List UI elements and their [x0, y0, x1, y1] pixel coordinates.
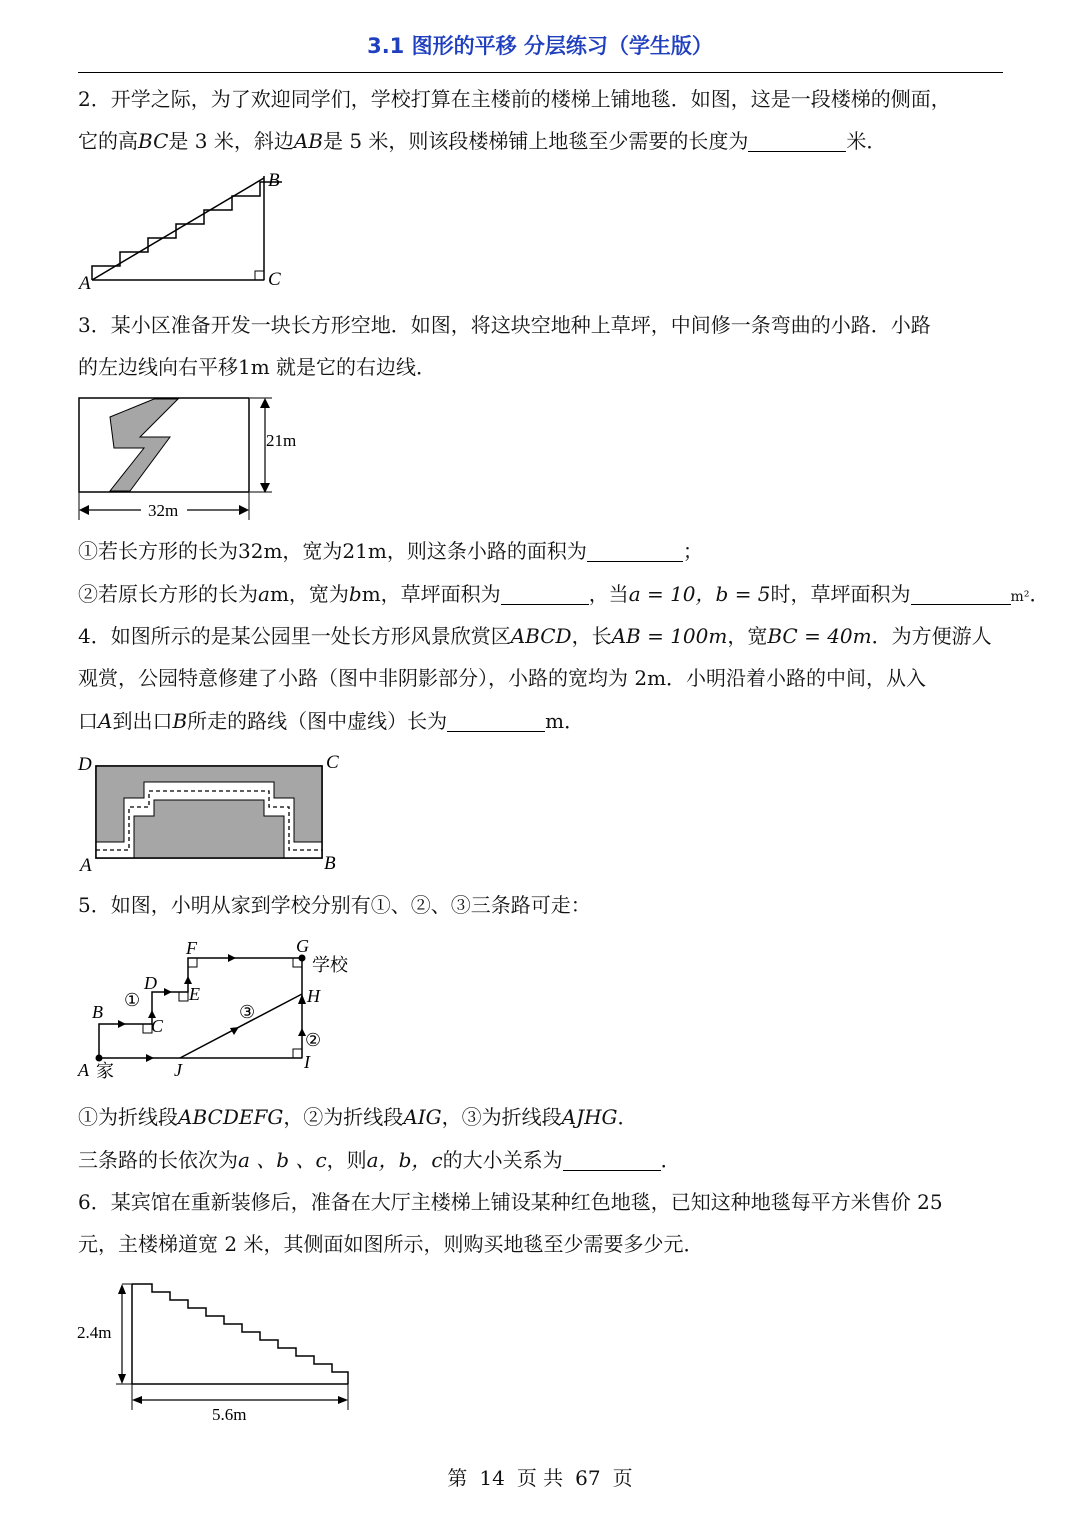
q4-line2: 观赏，公园特意修建了小路（图中非阴影部分），小路的宽均为 2m．小明沿着小路的中间，从入 [78, 666, 927, 690]
q6-line1: 6．某宾馆在重新装修后，准备在大厅主楼梯上铺设某种红色地毯，已知这种地毯每平方米售价 25 [78, 1190, 943, 1214]
q2-line1: 2．开学之际，为了欢迎同学们，学校打算在主楼前的楼梯上铺地毯．如图，这是一段楼梯的侧面， [78, 87, 951, 111]
q2-line2: 它的高BC是 3 米，斜边AB是 5 米，则该段楼梯铺上地毯至少需要的长度为 米． [78, 129, 887, 153]
page-header-title: 3.1 图形的平移 分层练习（学生版） [367, 34, 713, 58]
label-b: B [324, 853, 336, 874]
q4-line1: 4．如图所示的是某公园里一处长方形风景欣赏区ABCD，长AB = 100m，宽BC = 40m．为方便游人 [78, 624, 992, 648]
answer-blank [501, 582, 589, 605]
q3-lawn-figure [74, 392, 297, 527]
label-height: 2.4m [77, 1323, 112, 1342]
q6-staircase-figure [74, 1274, 364, 1434]
label-c: C [326, 752, 339, 773]
q4-park-figure [74, 750, 354, 878]
label-g: G [296, 936, 309, 956]
q3-line1: 3．某小区准备开发一块长方形空地．如图，将这块空地种上草坪，中间修一条弯曲的小路．小路 [78, 313, 931, 337]
label-school: 学校 [312, 955, 348, 975]
answer-blank [911, 582, 1011, 605]
label-width: 5.6m [212, 1405, 247, 1424]
answer-blank [563, 1148, 661, 1171]
q5-line2: ①为折线段ABCDEFG，②为折线段AIG，③为折线段AJHG． [78, 1105, 638, 1129]
q3-sub1: ①若长方形的长为32m，宽为21m，则这条小路的面积为 ； [78, 539, 703, 563]
label-c: C [151, 1016, 164, 1036]
label-i: I [304, 1052, 310, 1072]
page-footer: 第 14 页 共 67 页 [447, 1466, 633, 1490]
label-height: 21m [266, 431, 297, 450]
label-d: D [78, 754, 92, 775]
page-total: 67 [575, 1466, 601, 1490]
q2-staircase-figure [74, 168, 294, 294]
label-home: 家 [96, 1061, 114, 1081]
q5-line3: 三条路的长依次为a 、b 、c，则a，b，c的大小关系为 ． [78, 1148, 681, 1172]
label-b: B [268, 170, 280, 191]
page-number: 14 [479, 1466, 505, 1490]
answer-blank [748, 129, 846, 152]
q3-line2: 的左边线向右平移1m 就是它的右边线． [78, 355, 437, 379]
q6-line2: 元，主楼梯道宽 2 米，其侧面如图所示，则购买地毯至少需要多少元． [78, 1232, 704, 1256]
q5-route-figure [74, 934, 374, 1084]
label-route-2: ② [305, 1030, 322, 1050]
label-c: C [268, 269, 281, 290]
label-a: A [79, 273, 91, 294]
label-j: J [174, 1060, 182, 1080]
q5-line1: 5．如图，小明从家到学校分别有①、②、③三条路可走： [78, 893, 591, 917]
answer-blank [587, 539, 683, 562]
answer-blank [447, 709, 545, 732]
label-a: A [80, 855, 92, 876]
label-f: F [186, 938, 197, 958]
label-d: D [144, 973, 157, 993]
label-width: 32m [148, 501, 179, 520]
label-a: A [78, 1060, 89, 1080]
label-b: B [92, 1002, 103, 1022]
q3-sub2: ②若原长方形的长为am，宽为bm，草坪面积为 ，当a = 10，b = 5时，草坪面积为 m²． [78, 582, 1050, 606]
q4-line3: 口A到出口B所走的路线（图中虚线）长为 m． [78, 709, 585, 733]
label-route-3: ③ [239, 1002, 256, 1022]
label-route-1: ① [124, 990, 141, 1010]
header-rule [78, 72, 1003, 73]
label-h: H [307, 986, 320, 1006]
label-e: E [189, 984, 200, 1004]
